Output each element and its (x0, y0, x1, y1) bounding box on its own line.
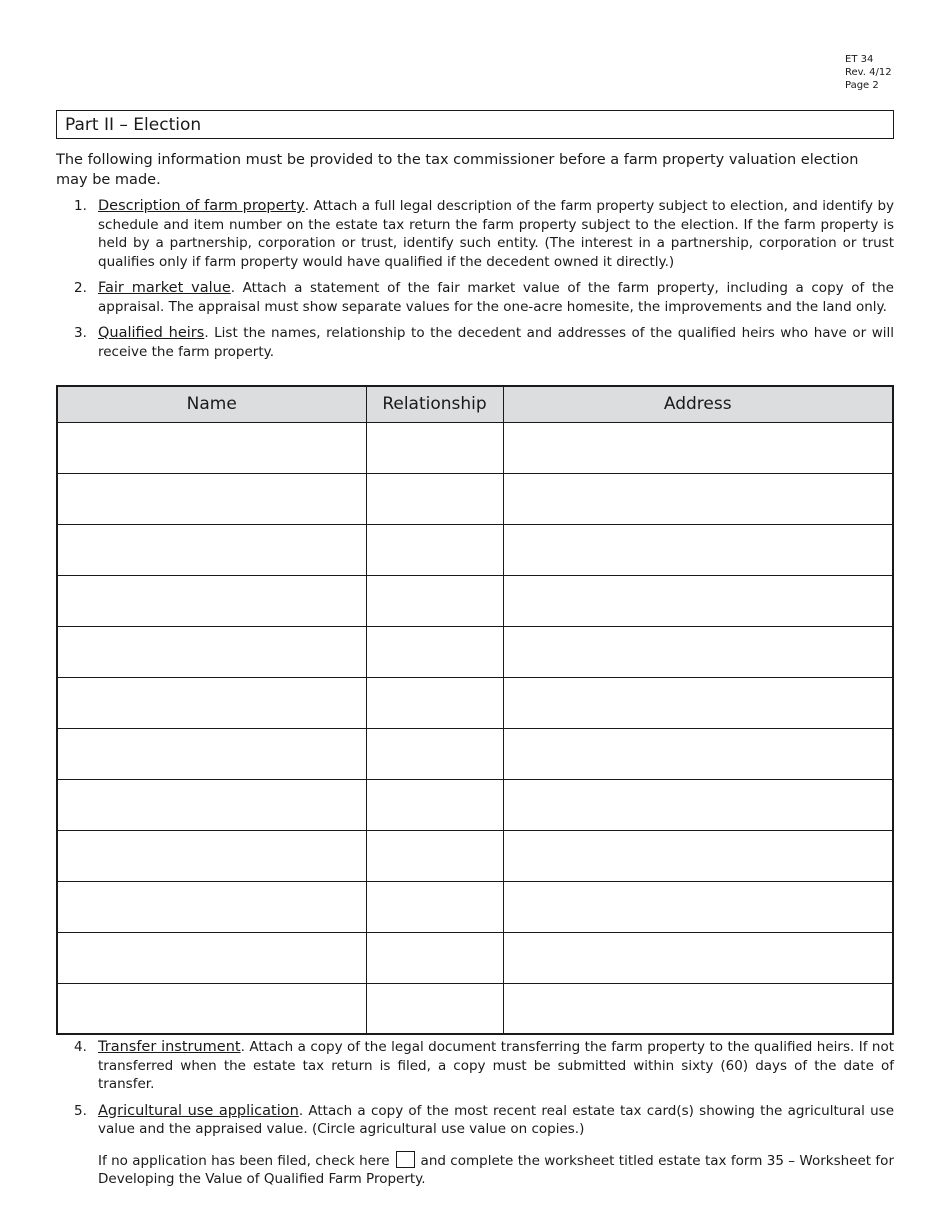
item-number: 3. (74, 325, 87, 341)
address-cell[interactable] (503, 575, 893, 626)
note-text-after: and complete the worksheet titled estate tax form 35 – Worksheet for Developing the Value of Qualified Farm Property. (98, 1152, 894, 1187)
table-row (57, 932, 893, 983)
item-text: . List the names, relationship to the decedent and addresses of the qualified heirs who have or will receive the farm property. (98, 325, 894, 360)
item-heading: Transfer instrument (98, 1039, 241, 1055)
item-number: 2. (74, 280, 87, 296)
name-cell[interactable] (57, 881, 366, 932)
table-row (57, 830, 893, 881)
relationship-cell[interactable] (366, 422, 503, 473)
address-cell[interactable] (503, 881, 893, 932)
item-text: . Attach a copy of the legal document transferring the farm property to the qualified heirs. If not transferred when the estate tax return is filed, a copy must be submitted within sixty (60) days of the date of transfer. (98, 1039, 894, 1092)
list-item-qualified-heirs (56, 324, 894, 361)
relationship-cell[interactable] (366, 830, 503, 881)
item-text: . Attach a full legal description of the farm property subject to election, and identify by schedule and item number on the estate tax return the farm property subject to the election. If the farm property is held by a partnership, corporation or trust, identify such entity. (The interest in a partnership, corporation or trust qualifies only if farm property would have qualified if the decedent owned it directly.) (98, 198, 895, 270)
intro-text: The following information must be provided to the tax commissioner before a farm property valuation election may be made. (56, 152, 859, 188)
relationship-cell[interactable] (366, 932, 503, 983)
item-number: 5. (74, 1102, 87, 1119)
name-cell[interactable] (57, 728, 366, 779)
instructions-list-bottom (56, 1038, 894, 1197)
address-cell[interactable] (503, 524, 893, 575)
relationship-cell[interactable] (366, 881, 503, 932)
table-row (57, 677, 893, 728)
form-revision: Rev. 4/12 (845, 67, 892, 78)
relationship-cell[interactable] (366, 575, 503, 626)
item-number: 1. (74, 198, 87, 214)
header-address: Address (503, 386, 893, 422)
table-row (57, 626, 893, 677)
item-heading: Agricultural use application (98, 1102, 299, 1119)
name-cell[interactable] (57, 830, 366, 881)
name-cell[interactable] (57, 473, 366, 524)
item-heading: Description of farm property (98, 198, 305, 214)
relationship-cell[interactable] (366, 728, 503, 779)
table-row (57, 983, 893, 1034)
address-cell[interactable] (503, 422, 893, 473)
item-text: . Attach a statement of the fair market value of the farm property, including a copy of the appraisal. The appraisal must show separate values for the one-acre homesite, the improvements and the land only. (98, 280, 894, 315)
form-identifier (845, 53, 892, 92)
no-application-checkbox[interactable] (396, 1151, 415, 1168)
address-cell[interactable] (503, 677, 893, 728)
table-row (57, 779, 893, 830)
name-cell[interactable] (57, 677, 366, 728)
relationship-cell[interactable] (366, 473, 503, 524)
header-relationship: Relationship (366, 386, 503, 422)
name-cell[interactable] (57, 932, 366, 983)
table-row (57, 881, 893, 932)
list-item-description (56, 197, 894, 271)
name-cell[interactable] (57, 575, 366, 626)
name-cell[interactable] (57, 626, 366, 677)
name-cell[interactable] (57, 779, 366, 830)
table-row (57, 473, 893, 524)
relationship-cell[interactable] (366, 524, 503, 575)
address-cell[interactable] (503, 728, 893, 779)
list-item-agricultural-use (56, 1102, 894, 1189)
name-cell[interactable] (57, 524, 366, 575)
qualified-heirs-table (56, 385, 894, 1035)
relationship-cell[interactable] (366, 626, 503, 677)
name-cell[interactable] (57, 983, 366, 1034)
table-body (57, 422, 893, 1034)
list-item-transfer-instrument (56, 1038, 894, 1094)
no-application-note (98, 1151, 894, 1189)
table-row (57, 575, 893, 626)
relationship-cell[interactable] (366, 983, 503, 1034)
address-cell[interactable] (503, 626, 893, 677)
address-cell[interactable] (503, 830, 893, 881)
header-name: Name (57, 386, 366, 422)
table-header-row (57, 386, 893, 422)
address-cell[interactable] (503, 779, 893, 830)
table-row (57, 422, 893, 473)
item-text: . Attach a copy of the most recent real estate tax card(s) showing the agricultural use value and the appraised value. (Circle agricultural use value on copies.) (98, 1102, 895, 1137)
instructions-list-top (56, 197, 894, 369)
note-text-before: If no application has been filed, check here (98, 1152, 390, 1169)
address-cell[interactable] (503, 932, 893, 983)
table-row (57, 524, 893, 575)
part-title: Part II – Election (56, 110, 894, 139)
item-heading: Fair market value (98, 280, 231, 296)
relationship-cell[interactable] (366, 677, 503, 728)
name-cell[interactable] (57, 422, 366, 473)
address-cell[interactable] (503, 983, 893, 1034)
relationship-cell[interactable] (366, 779, 503, 830)
address-cell[interactable] (503, 473, 893, 524)
table-row (57, 728, 893, 779)
form-number: ET 34 (845, 54, 874, 65)
item-heading: Qualified heirs (98, 325, 205, 341)
item-number: 4. (74, 1039, 87, 1055)
page-number: Page 2 (845, 80, 879, 91)
list-item-fair-market-value (56, 279, 894, 316)
